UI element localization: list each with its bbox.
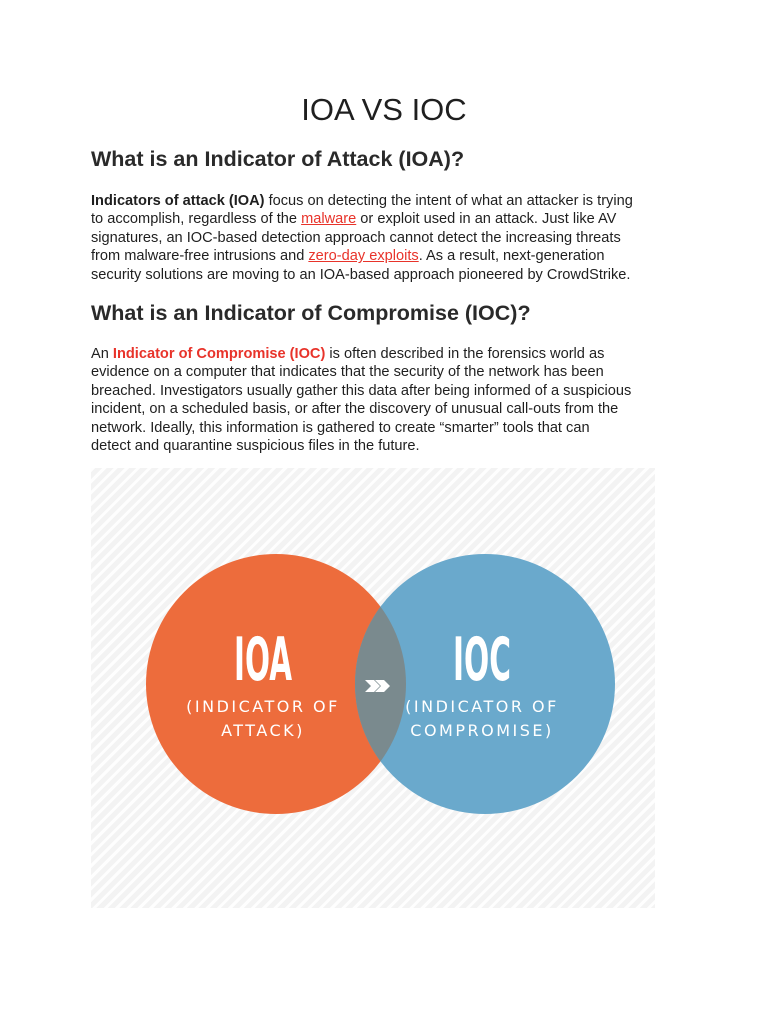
text-run: evidence on a computer that indicates that the security of the network has been <box>91 364 604 381</box>
paragraph-line <box>91 210 691 228</box>
paragraph-line <box>91 192 691 210</box>
inline-link[interactable]: malware <box>301 211 357 228</box>
text-run: to accomplish, regardless of the <box>91 211 302 228</box>
ioa-label-line1: (INDICATOR OF <box>186 697 340 716</box>
page-title: IOA VS IOC <box>301 92 467 127</box>
section-paragraph-ioa <box>91 192 691 284</box>
section-paragraph-ioc <box>91 345 691 455</box>
text-run: . As a result, next-generation <box>418 248 605 265</box>
ioc-label-line1: (INDICATOR OF <box>405 697 559 716</box>
text-run: is often described in the forensics world as <box>325 346 605 362</box>
paragraph-line <box>91 247 691 265</box>
text-run: or exploit used in an attack. Just like AV <box>356 211 617 228</box>
text-run: detect and quarantine suspicious files in the future. <box>91 438 420 455</box>
venn-svg <box>91 468 655 908</box>
text-run: security solutions are moving to an IOA-based approach pioneered by CrowdStrike. <box>91 266 631 283</box>
text-run: An <box>91 346 113 362</box>
text-run: signatures, an IOC-based detection approach cannot detect the increasing threats <box>91 229 621 246</box>
text-run: focus on detecting the intent of what an attacker is trying <box>264 193 633 209</box>
text-run: network. Ideally, this information is gathered to create “smarter” tools that can <box>91 419 590 436</box>
paragraph-line <box>91 266 691 284</box>
paragraph-line <box>91 419 691 437</box>
section-heading-ioc: What is an Indicator of Compromise (IOC)? <box>91 301 531 325</box>
text-run: from malware-free intrusions and <box>91 248 309 265</box>
ioc-label-line2: COMPROMISE) <box>410 721 554 740</box>
paragraph-line <box>91 400 691 418</box>
text-run: incident, on a scheduled basis, or after the discovery of unusual call-outs from the <box>91 401 619 418</box>
paragraph-line <box>91 229 691 247</box>
highlighted-term: Indicator of Compromise (IOC) <box>112 346 326 362</box>
ioc-abbr: IOC <box>453 625 511 695</box>
paragraph-line <box>91 437 691 455</box>
section-heading-ioa: What is an Indicator of Attack (IOA)? <box>91 147 465 171</box>
text-run: breached. Investigators usually gather this data after being informed of a suspicious <box>91 382 632 399</box>
paragraph-line <box>91 382 691 400</box>
ioa-label-line2: ATTACK) <box>221 721 305 740</box>
ioa-vs-ioc-venn-diagram <box>91 468 655 908</box>
paragraph-line <box>91 345 691 363</box>
ioa-abbr: IOA <box>234 625 293 695</box>
inline-link[interactable]: zero-day exploits <box>308 248 419 265</box>
bold-term: Indicators of attack (IOA) <box>91 193 265 209</box>
paragraph-line <box>91 363 691 381</box>
